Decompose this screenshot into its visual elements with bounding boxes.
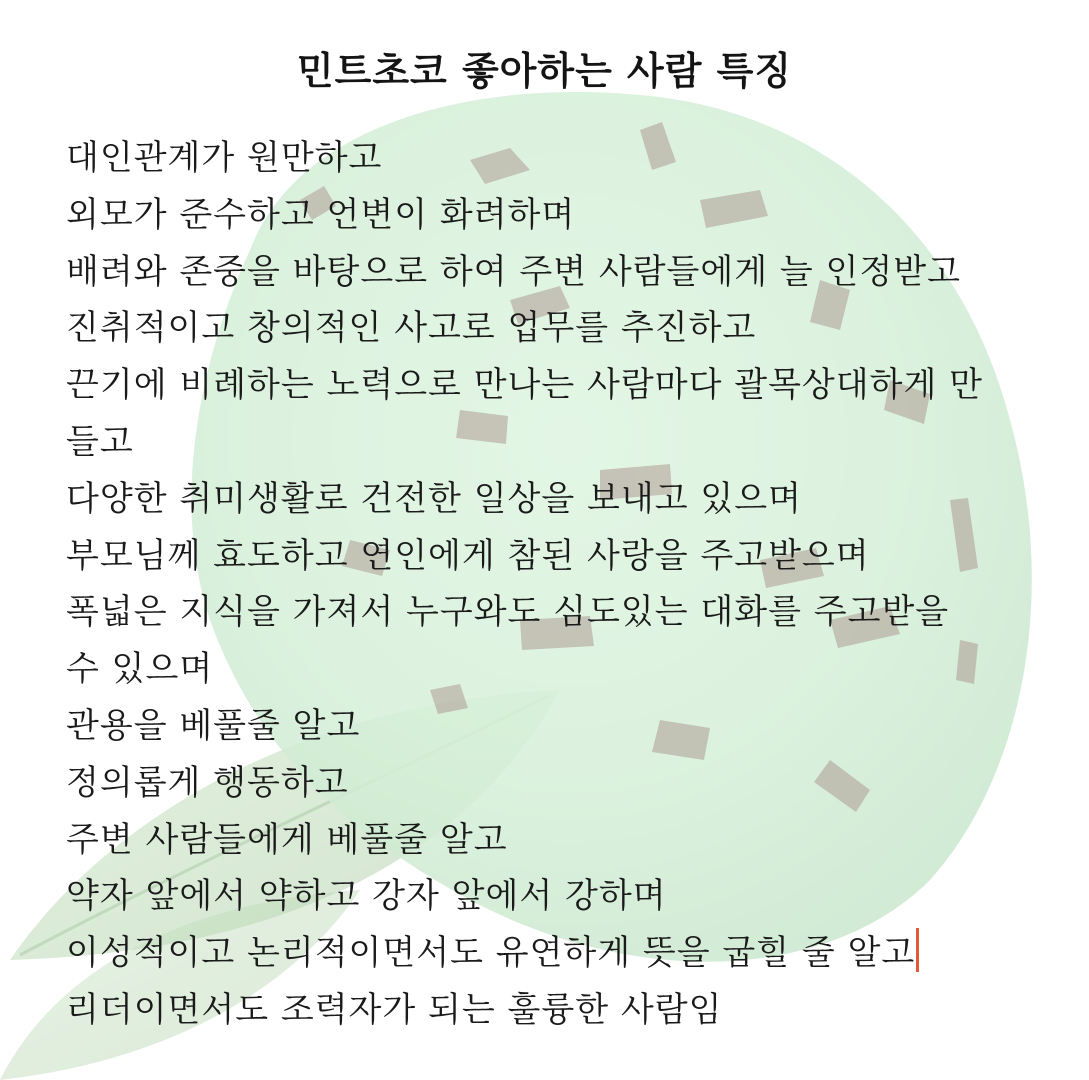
trait-line-13: 주변 사람들에게 베풀줄 알고 — [66, 819, 508, 860]
trait-line-15: 이성적이고 논리적이면서도 유연하게 뜻을 굽힐 줄 알고 — [66, 933, 916, 974]
trait-line-9: 폭넓은 지식을 가져서 누구와도 심도있는 대화를 주고받을 — [66, 592, 950, 633]
trait-line-6: 들고 — [66, 421, 134, 462]
trait-list — [66, 130, 1046, 1039]
page-title: 민트초코 좋아하는 사람 특징 — [296, 49, 793, 93]
trait-line-3: 배려와 존중을 바탕으로 하여 주변 사람들에게 늘 인정받고 — [66, 251, 961, 292]
trait-line-10: 수 있으며 — [66, 649, 214, 690]
trait-line-5: 끈기에 비례하는 노력으로 만나는 사람마다 괄목상대하게 만 — [66, 365, 983, 406]
trait-line-11: 관용을 베풀줄 알고 — [66, 705, 361, 746]
trait-line-16: 리더이면서도 조력자가 되는 훌륭한 사람임 — [66, 989, 723, 1030]
trait-line-4: 진취적이고 창의적인 사고로 업무를 추진하고 — [66, 308, 757, 349]
text-cursor — [916, 928, 919, 972]
trait-line-14: 약자 앞에서 약하고 강자 앞에서 강하며 — [66, 876, 667, 917]
trait-line-7: 다양한 취미생활로 건전한 일상을 보내고 있으며 — [66, 478, 802, 519]
trait-line-8: 부모님께 효도하고 연인에게 참된 사랑을 주고받으며 — [66, 535, 870, 576]
trait-line-15-with-caret — [66, 925, 1046, 982]
trait-line-2: 외모가 준수하고 언변이 화려하며 — [66, 194, 576, 235]
trait-line-1: 대인관계가 원만하고 — [66, 138, 383, 178]
trait-line-12: 정의롭게 행동하고 — [66, 762, 349, 803]
